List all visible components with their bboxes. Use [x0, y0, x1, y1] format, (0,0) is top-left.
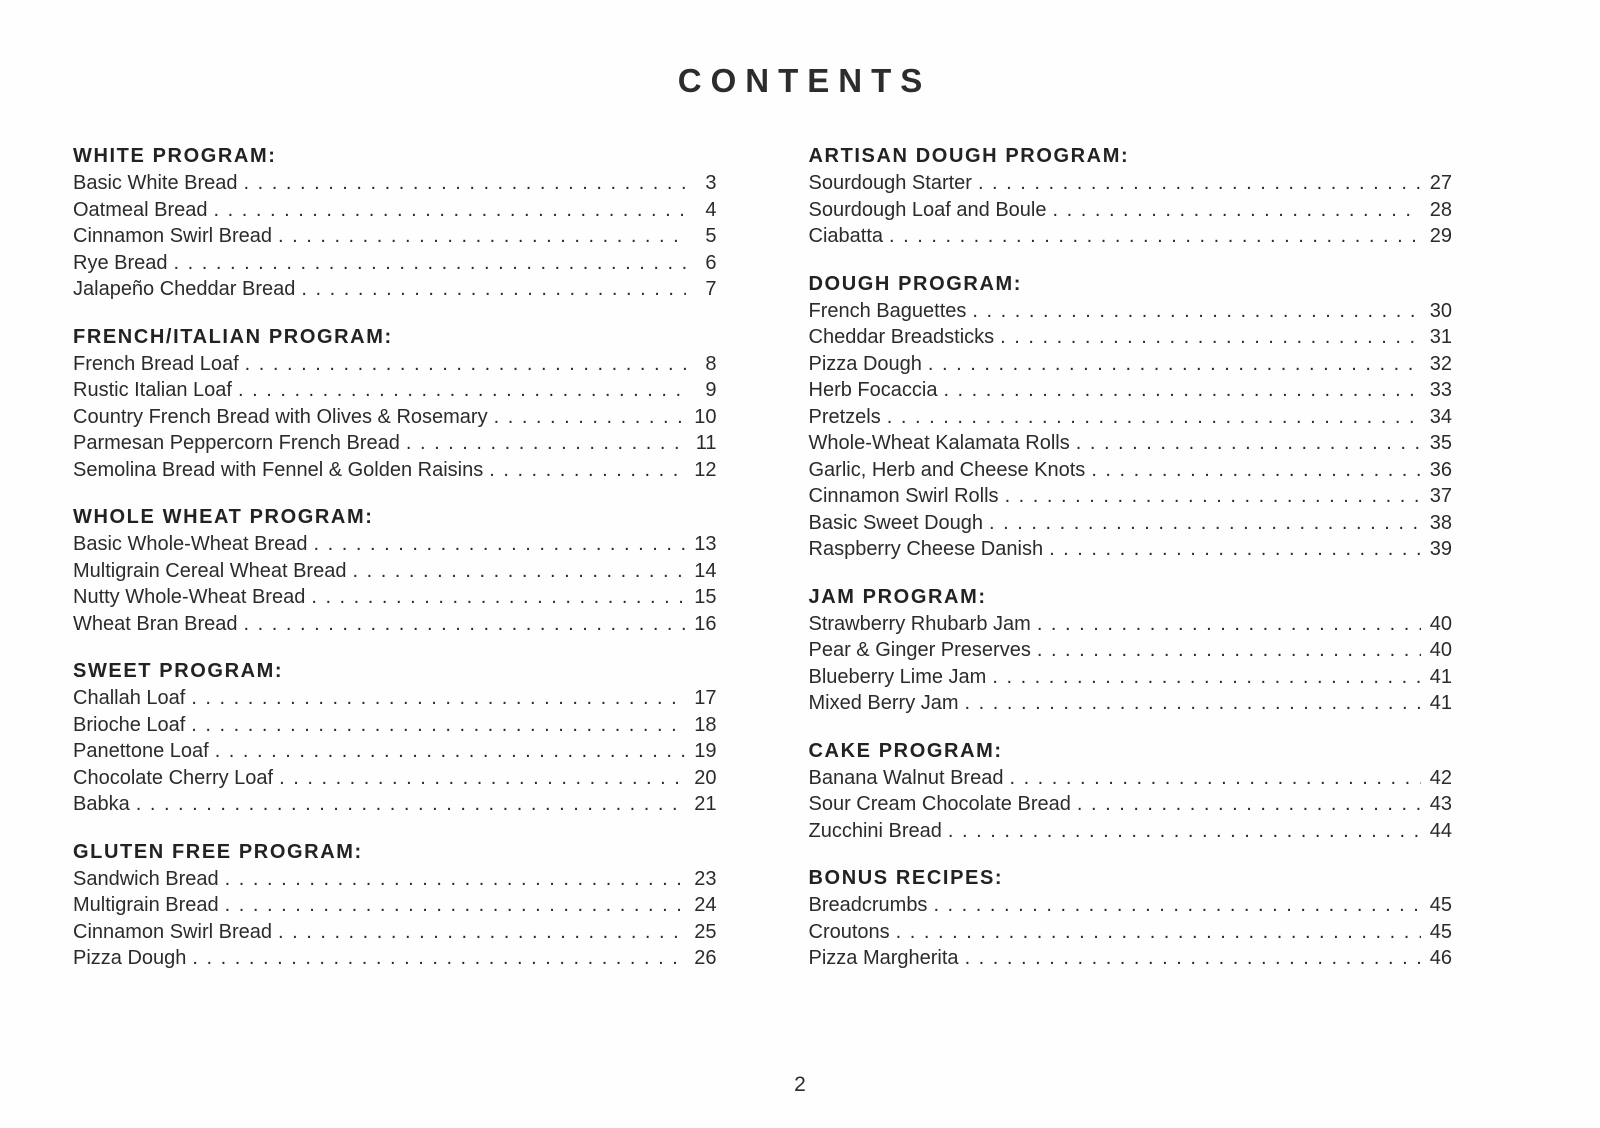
entry-label: Mixed Berry Jam [808, 692, 959, 714]
entry-label: Sandwich Bread [73, 867, 219, 890]
entry-label: Breadcrumbs [808, 894, 928, 916]
entry-page-number: 14 [694, 559, 717, 582]
section-header: SWEET PROGRAM: [73, 660, 284, 682]
toc-entry [809, 664, 1453, 691]
section-header: WHITE PROGRAM: [73, 145, 277, 167]
toc-entry [809, 690, 1453, 717]
dot-leader [244, 611, 686, 638]
dot-leader [494, 404, 686, 431]
entry-page-number: 38 [1429, 511, 1452, 534]
page-number: 2 [794, 1073, 806, 1096]
dot-leader [1037, 637, 1421, 664]
entry-label: Garlic, Herb and Cheese Knots [808, 458, 1086, 481]
dot-leader [992, 664, 1421, 691]
section-artisan-dough-program [809, 143, 1453, 250]
dot-leader [887, 404, 1421, 431]
entry-label: Whole-Wheat Kalamata Rolls [808, 432, 1070, 454]
dot-leader [1052, 197, 1421, 224]
section-gluten-free-program [73, 839, 717, 972]
section-header: GLUTEN FREE PROGRAM: [73, 840, 363, 863]
toc-entry [73, 457, 717, 484]
toc-entry [73, 945, 717, 972]
dot-leader [943, 377, 1421, 404]
toc-entry [73, 611, 717, 638]
entry-label: Multigrain Bread [73, 894, 219, 916]
dot-leader [1076, 430, 1421, 457]
entry-label: Challah Loaf [73, 687, 186, 709]
dot-leader [933, 892, 1421, 919]
entry-label: Zucchini Bread [808, 819, 942, 842]
entry-page-number: 41 [1429, 692, 1452, 714]
entry-label: Parmesan Peppercorn French Bread [73, 432, 400, 454]
toc-entry [73, 892, 717, 919]
toc-entry [73, 430, 717, 457]
entry-label: Nutty Whole-Wheat Bread [73, 586, 306, 608]
entry-label: Ciabatta [808, 225, 883, 247]
toc-entry [73, 791, 717, 818]
entry-page-number: 31 [1429, 326, 1452, 348]
entry-page-number: 46 [1429, 947, 1452, 969]
toc-entry [73, 377, 717, 404]
entry-label: Pizza Margherita [808, 947, 959, 969]
toc-entry [73, 223, 717, 250]
section-header: WHOLE WHEAT PROGRAM: [73, 506, 374, 528]
entry-label: Banana Walnut Bread [808, 766, 1004, 789]
entry-label: Semolina Bread with Fennel & Golden Raisins [73, 458, 484, 481]
entry-page-number: 26 [694, 947, 717, 969]
toc-column-left [73, 143, 717, 993]
entry-label: Sourdough Starter [808, 172, 972, 194]
section-header: JAM PROGRAM: [808, 585, 987, 608]
dot-leader [896, 919, 1421, 946]
section-header: FRENCH/ITALIAN PROGRAM: [73, 325, 393, 348]
dot-leader [314, 531, 686, 558]
entry-page-number: 7 [705, 278, 717, 300]
dot-leader [191, 685, 685, 712]
dot-leader [192, 945, 685, 972]
entry-page-number: 41 [1429, 665, 1452, 688]
page-title: CONTENTS [677, 62, 932, 99]
entry-label: Basic Sweet Dough [808, 511, 984, 534]
dot-leader [1005, 483, 1421, 510]
toc-entry [73, 558, 717, 585]
dot-leader [352, 558, 685, 585]
dot-leader [1077, 791, 1421, 818]
section-bonus-recipes [809, 865, 1453, 972]
entry-label: Jalapeño Cheddar Bread [73, 278, 296, 300]
toc-entry [809, 536, 1453, 563]
toc-entry [809, 404, 1453, 431]
entry-page-number: 11 [695, 432, 717, 454]
dot-leader [244, 170, 686, 197]
entry-page-number: 23 [694, 867, 717, 890]
toc-entry [809, 197, 1453, 224]
dot-leader [965, 690, 1421, 717]
entry-label: Multigrain Cereal Wheat Bread [73, 559, 347, 582]
dot-leader [978, 170, 1421, 197]
dot-leader [278, 223, 686, 250]
toc-entry [73, 685, 717, 712]
toc-entry [809, 765, 1453, 792]
toc-entry [809, 298, 1453, 325]
toc-entry [809, 945, 1453, 972]
toc-entry [809, 892, 1453, 919]
toc-entry [73, 276, 717, 303]
dot-leader [225, 892, 686, 919]
toc-entry [73, 866, 717, 893]
entry-page-number: 10 [694, 405, 717, 428]
entry-label: Cinnamon Swirl Bread [73, 920, 272, 943]
entry-label: Basic Whole-Wheat Bread [73, 533, 308, 555]
toc-entry [809, 818, 1453, 845]
dot-leader [191, 712, 685, 739]
entry-page-number: 3 [705, 172, 717, 194]
dot-leader [972, 298, 1421, 325]
dot-leader [1037, 611, 1421, 638]
section-header: BONUS RECIPES: [808, 867, 1004, 889]
toc-entry [809, 483, 1453, 510]
entry-page-number: 8 [705, 352, 717, 375]
entry-label: Strawberry Rhubarb Jam [808, 612, 1031, 635]
toc-entry [73, 765, 717, 792]
entry-label: Raspberry Cheese Danish [808, 538, 1044, 560]
entry-page-number: 28 [1429, 198, 1452, 221]
toc-entry [809, 611, 1453, 638]
entry-page-number: 19 [694, 740, 717, 762]
section-dough-program [809, 271, 1453, 563]
entry-page-number: 45 [1429, 920, 1452, 943]
toc-entry [809, 510, 1453, 537]
entry-page-number: 35 [1429, 432, 1452, 454]
entry-page-number: 5 [705, 225, 717, 247]
toc-entry [809, 351, 1453, 378]
entry-page-number: 45 [1429, 894, 1452, 916]
dot-leader [965, 945, 1421, 972]
dot-leader [279, 765, 685, 792]
toc-entry [73, 738, 717, 765]
toc-entry [809, 377, 1453, 404]
entry-page-number: 34 [1429, 405, 1452, 428]
dot-leader [136, 791, 686, 818]
entry-page-number: 40 [1429, 612, 1452, 635]
dot-leader [214, 197, 686, 224]
entry-page-number: 17 [694, 687, 717, 709]
entry-label: French Bread Loaf [73, 352, 239, 375]
dot-leader [278, 919, 686, 946]
entry-page-number: 21 [694, 793, 717, 815]
entry-label: Panettone Loaf [73, 740, 209, 762]
entry-label: Cinnamon Swirl Rolls [808, 485, 999, 507]
toc-column-right [809, 143, 1453, 993]
toc-entry [809, 170, 1453, 197]
toc-entry [809, 324, 1453, 351]
entry-page-number: 15 [694, 586, 717, 608]
entry-label: Oatmeal Bread [73, 198, 208, 221]
dot-leader [225, 866, 686, 893]
section-header: CAKE PROGRAM: [808, 739, 1003, 762]
entry-page-number: 29 [1429, 225, 1452, 247]
entry-label: Pizza Dough [808, 352, 922, 375]
entry-page-number: 24 [694, 894, 717, 916]
dot-leader [215, 738, 686, 765]
toc-entry [73, 404, 717, 431]
toc-entry [809, 637, 1453, 664]
section-header: DOUGH PROGRAM: [808, 272, 1023, 295]
entry-label: Brioche Loaf [73, 713, 186, 736]
entry-label: Cheddar Breadsticks [808, 326, 995, 348]
entry-page-number: 43 [1429, 793, 1452, 815]
entry-label: Pizza Dough [73, 947, 187, 969]
toc-entry [73, 250, 717, 277]
entry-page-number: 20 [694, 766, 717, 789]
dot-leader [245, 351, 686, 378]
dot-leader [238, 377, 686, 404]
entry-label: Pretzels [808, 405, 881, 428]
toc-entry [809, 457, 1453, 484]
dot-leader [1009, 765, 1421, 792]
entry-page-number: 6 [705, 251, 717, 274]
entry-label: Basic White Bread [73, 172, 238, 194]
entry-label: Pear & Ginger Preserves [808, 639, 1031, 661]
entry-page-number: 27 [1429, 172, 1452, 194]
entry-page-number: 37 [1429, 485, 1452, 507]
entry-page-number: 9 [705, 379, 717, 401]
toc-entry [73, 919, 717, 946]
entry-label: Croutons [808, 920, 890, 943]
entry-label: Wheat Bran Bread [73, 612, 238, 635]
toc-entry [809, 791, 1453, 818]
entry-label: Chocolate Cherry Loaf [73, 766, 274, 789]
entry-label: Sour Cream Chocolate Bread [808, 793, 1071, 815]
toc-entry [809, 223, 1453, 250]
entry-label: Rye Bread [73, 251, 168, 274]
section-white-program [73, 143, 717, 303]
entry-page-number: 42 [1429, 766, 1452, 789]
toc-entry [73, 351, 717, 378]
entry-label: Blueberry Lime Jam [808, 665, 987, 688]
dot-leader [311, 584, 685, 611]
dot-leader [1091, 457, 1421, 484]
entry-label: Babka [73, 793, 130, 815]
entry-label: Rustic Italian Loaf [73, 379, 232, 401]
entry-label: Country French Bread with Olives & Rosemary [73, 405, 488, 428]
dot-leader [406, 430, 686, 457]
entry-page-number: 30 [1429, 299, 1452, 322]
section-cake-program [809, 738, 1453, 845]
section-header: ARTISAN DOUGH PROGRAM: [808, 145, 1130, 167]
dot-leader [301, 276, 685, 303]
entry-page-number: 12 [694, 458, 717, 481]
entry-label: Cinnamon Swirl Bread [73, 225, 272, 247]
toc-entry [73, 531, 717, 558]
dot-leader [889, 223, 1421, 250]
section-sweet-program [73, 658, 717, 818]
entry-page-number: 25 [694, 920, 717, 943]
entry-page-number: 4 [705, 198, 717, 221]
dot-leader [489, 457, 685, 484]
entry-page-number: 36 [1429, 458, 1452, 481]
dot-leader [928, 351, 1421, 378]
dot-leader [1000, 324, 1421, 351]
entry-label: Herb Focaccia [808, 379, 938, 401]
toc-entry [809, 919, 1453, 946]
entry-label: Sourdough Loaf and Boule [808, 198, 1047, 221]
entry-page-number: 18 [694, 713, 717, 736]
entry-page-number: 13 [694, 533, 717, 555]
toc-entry [73, 712, 717, 739]
section-whole-wheat-program [73, 504, 717, 637]
toc-entry [73, 170, 717, 197]
section-jam-program [809, 584, 1453, 717]
toc-columns [73, 143, 1452, 993]
toc-entry [809, 430, 1453, 457]
entry-page-number: 16 [694, 612, 717, 635]
entry-page-number: 32 [1429, 352, 1452, 375]
dot-leader [1049, 536, 1421, 563]
entry-page-number: 39 [1429, 538, 1452, 560]
toc-entry [73, 197, 717, 224]
dot-leader [989, 510, 1421, 537]
entry-page-number: 44 [1429, 819, 1452, 842]
toc-entry [73, 584, 717, 611]
entry-label: French Baguettes [808, 299, 967, 322]
dot-leader [174, 250, 686, 277]
entry-page-number: 40 [1429, 639, 1452, 661]
section-french-italian-program [73, 324, 717, 484]
entry-page-number: 33 [1429, 379, 1452, 401]
dot-leader [948, 818, 1421, 845]
